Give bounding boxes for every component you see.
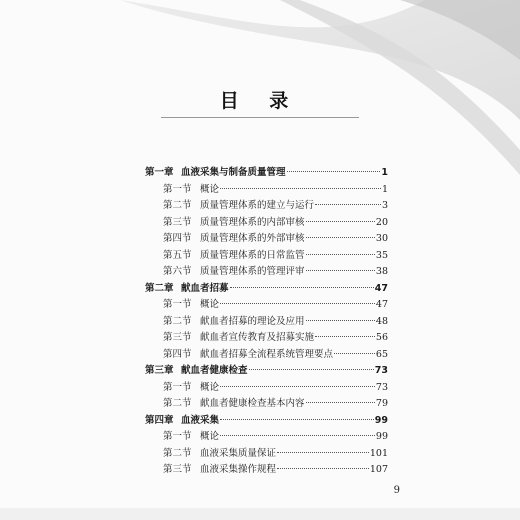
toc-section-entry[interactable] xyxy=(163,330,388,346)
toc-entry-title: 血液采集操作规程 xyxy=(200,464,277,475)
toc-section-entry[interactable] xyxy=(163,314,388,330)
toc-dot-leader xyxy=(220,303,375,304)
toc-dot-leader xyxy=(230,287,374,288)
toc-dot-leader xyxy=(306,320,375,321)
toc-section-entry[interactable] xyxy=(163,215,388,231)
toc-entry-page: 99 xyxy=(374,414,388,426)
toc-entry-number: 第五节 xyxy=(163,249,192,261)
toc-dot-leader xyxy=(306,402,375,403)
toc-entry-page: 3 xyxy=(381,200,388,211)
toc-title: 目 录 xyxy=(219,90,301,112)
toc-dot-leader xyxy=(315,336,375,337)
toc-dot-leader xyxy=(220,435,375,436)
toc-chapter-entry[interactable] xyxy=(145,413,388,429)
toc-entry-number: 第四节 xyxy=(163,348,192,360)
toc-entry-page: 1 xyxy=(381,167,388,178)
toc-entry-title: 质量管理体系的外部审核 xyxy=(200,233,305,244)
toc-dot-leader xyxy=(277,468,369,469)
toc-entry-title: 血液采集与制备质量管理 xyxy=(181,167,286,178)
toc-entry-page: 1 xyxy=(381,183,388,195)
toc-section-entry[interactable] xyxy=(163,396,388,412)
toc-section-entry[interactable] xyxy=(163,297,388,313)
toc-entry-page: 73 xyxy=(375,381,388,393)
toc-entry-number: 第二节 xyxy=(163,315,192,327)
toc-entry-page: 73 xyxy=(374,365,388,376)
toc-entry-number: 第一节 xyxy=(163,183,192,195)
toc-entry-number: 第四节 xyxy=(163,233,192,244)
toc-entry-page: 38 xyxy=(375,266,388,277)
toc-entry-page: 47 xyxy=(375,299,388,310)
toc-entry-number: 第三节 xyxy=(163,464,192,475)
toc-entry-number: 第四章 xyxy=(145,414,174,426)
toc-chapter-entry[interactable] xyxy=(145,281,388,297)
toc-entry-number: 第一节 xyxy=(163,299,192,310)
toc-entry-title: 概论 xyxy=(200,381,220,393)
toc-entry-page: 107 xyxy=(369,464,388,475)
toc-entry-number: 第二节 xyxy=(163,398,192,409)
toc-dot-leader xyxy=(249,369,374,370)
toc-entry-page: 79 xyxy=(375,398,388,409)
toc-dot-leader xyxy=(306,221,375,222)
toc-dot-leader xyxy=(306,237,375,238)
toc-entry-number: 第六节 xyxy=(163,266,192,277)
toc-entry-title: 献血者健康检查 xyxy=(181,365,248,376)
toc-entry-title: 质量管理体系的内部审核 xyxy=(200,216,305,228)
toc-entry-page: 48 xyxy=(375,315,388,327)
toc-chapter-entry[interactable] xyxy=(145,363,388,379)
toc-entry-title: 献血者宣传教育及招募实施 xyxy=(200,332,315,343)
toc-dot-leader xyxy=(334,353,375,354)
toc-entry-page: 101 xyxy=(369,447,388,459)
toc-entry-title: 献血者招募的理论及应用 xyxy=(200,315,305,327)
toc-dot-leader xyxy=(306,270,375,271)
toc-entry-page: 56 xyxy=(375,332,388,343)
toc-entry-title: 概论 xyxy=(200,183,220,195)
toc-entry-number: 第三节 xyxy=(163,216,192,228)
toc-chapter-entry[interactable] xyxy=(145,165,388,181)
toc-entry-number: 第二节 xyxy=(163,447,192,459)
toc-entry-title: 质量管理体系的建立与运行 xyxy=(200,200,315,211)
toc-entry-title: 质量管理体系的日常监管 xyxy=(200,249,305,261)
toc-entry-number: 第三章 xyxy=(145,365,174,376)
toc-entry-title: 血液采集 xyxy=(181,414,220,426)
page-number: 9 xyxy=(393,485,400,496)
toc-dot-leader xyxy=(306,254,375,255)
toc-entry-number: 第一章 xyxy=(145,167,174,178)
toc-dot-leader xyxy=(287,171,381,172)
toc-dot-leader xyxy=(277,452,369,453)
toc-section-entry[interactable] xyxy=(163,380,388,396)
toc-entry-title: 血液采集质量保证 xyxy=(200,447,277,459)
toc-section-entry[interactable] xyxy=(163,446,388,462)
toc-dot-leader xyxy=(315,204,381,205)
toc-entry-number: 第一节 xyxy=(163,381,192,393)
toc-section-entry[interactable] xyxy=(163,248,388,264)
toc-section-entry[interactable] xyxy=(163,264,388,280)
toc-entry-page: 99 xyxy=(375,431,388,442)
toc-entry-title: 献血者健康检查基本内容 xyxy=(200,398,305,409)
toc-dot-leader xyxy=(220,188,381,189)
title-underline xyxy=(161,117,359,118)
toc-entry-title: 献血者招募全流程系统管理要点 xyxy=(200,348,334,360)
toc-section-entry[interactable] xyxy=(163,231,388,247)
toc-section-entry[interactable] xyxy=(163,462,388,478)
toc-entry-page: 65 xyxy=(375,348,388,360)
toc-entry-page: 20 xyxy=(375,216,388,228)
toc-entry-title: 献血者招募 xyxy=(181,282,229,294)
toc-entry-number: 第一节 xyxy=(163,431,192,442)
toc-section-entry[interactable] xyxy=(163,347,388,363)
toc-entry-number: 第三节 xyxy=(163,332,192,343)
toc-dot-leader xyxy=(220,386,375,387)
toc-entry-title: 质量管理体系的管理评审 xyxy=(200,266,305,277)
toc-entry-title: 概论 xyxy=(200,299,220,310)
toc-section-entry[interactable] xyxy=(163,198,388,214)
toc-entry-page: 47 xyxy=(374,282,388,294)
toc-section-entry[interactable] xyxy=(163,429,388,445)
toc-dot-leader xyxy=(220,419,374,420)
toc-entry-page: 35 xyxy=(375,249,388,261)
toc-entry-page: 30 xyxy=(375,233,388,244)
toc-section-entry[interactable] xyxy=(163,182,388,198)
toc-entry-number: 第二章 xyxy=(145,282,174,294)
toc-entry-number: 第二节 xyxy=(163,200,192,211)
toc-entry-title: 概论 xyxy=(200,431,220,442)
